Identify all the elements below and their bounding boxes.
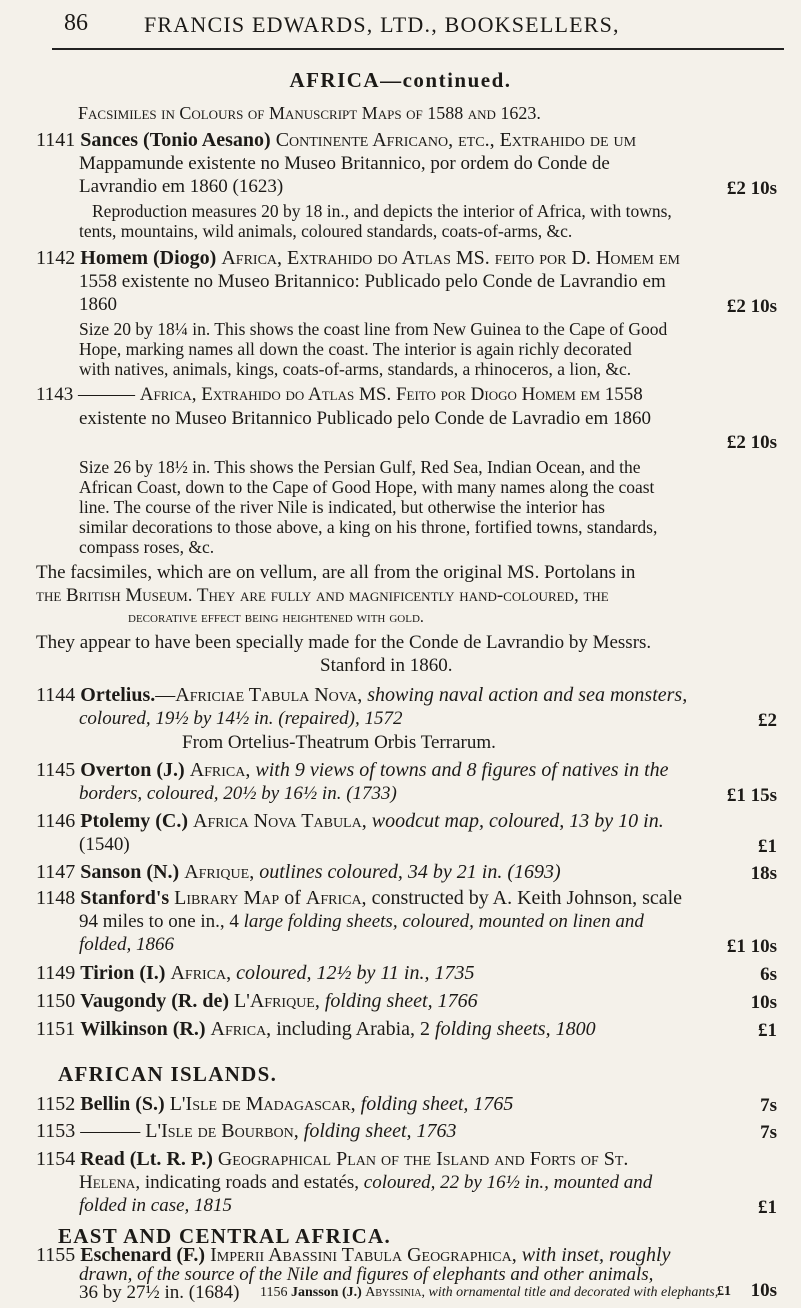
price-1150: 10s (750, 992, 777, 1013)
entry-number: 1147 (36, 861, 76, 883)
header-rule (52, 48, 784, 50)
entry-number: 1155 (36, 1244, 76, 1266)
entry-title: —Africiae Tabula Nova, (155, 684, 363, 706)
entry-desc: with ornamental title and decorated with elephants, (428, 1285, 719, 1300)
entry-title: Geographical Plan of the Island and Forts of St. (217, 1148, 629, 1170)
entry-author: Wilkinson (R.) (80, 1018, 206, 1040)
entry-title: Abyssinia, (365, 1285, 426, 1300)
entry-desc: indicating roads and estatés, (144, 1172, 360, 1193)
price-1147: 18s (750, 863, 777, 884)
facsimile-note-line4: They appear to have been specially made for the Conde de Lavrandio by Messrs. (36, 632, 652, 653)
entry-1152 (36, 1095, 513, 1113)
facsimile-note-line2: the British Museum. They are fully and magnificently hand-coloured, the (36, 585, 609, 606)
entry-number: 1144 (36, 684, 76, 706)
entry-1150 (36, 992, 478, 1010)
entry-author: Eschenard (F.) (80, 1244, 206, 1266)
entry-1145 (36, 761, 669, 779)
entry-title: Imperii Abassini Tabula Geographica, (210, 1244, 517, 1266)
entry-1141-line2: Mappamunde existente no Museo Britannico, por ordem do Conde de (79, 153, 610, 174)
entry-desc: with 9 views of towns and 8 figures of natives in the (255, 759, 669, 781)
price-1146: £1 (758, 836, 777, 857)
entry-number: 1142 (36, 247, 76, 269)
entry-title: Africa, Extrahido do Atlas MS. Feito por Diogo Homem em 1558 (139, 384, 643, 405)
price-1152: 7s (760, 1095, 777, 1116)
entry-author: Overton (J.) (80, 759, 185, 781)
entry-author: Sanson (N.) (80, 861, 180, 883)
entry-desc: coloured, 12½ by 11 in., 1735 (236, 962, 475, 984)
entry-of: of (284, 887, 301, 909)
entry-desc: constructed by A. Keith Johnson, scale (371, 887, 683, 909)
entry-author: Vaugondy (R. de) (80, 990, 230, 1012)
entry-author: Tirion (I.) (80, 962, 166, 984)
entry-desc-2: coloured, 22 by 16½ in., mounted and (363, 1172, 653, 1193)
entry-1144-line3: From Ortelius-Theatrum Orbis Terrarum. (182, 732, 496, 753)
entry-author: Stanford's (80, 887, 170, 909)
entry-title: Continente Africano, etc., Extrahido de um (275, 129, 637, 151)
entry-desc: folding sheet, 1763 (303, 1120, 457, 1142)
entry-author: Read (Lt. R. P.) (80, 1148, 213, 1170)
entry-number: 1156 (260, 1285, 288, 1300)
entry-author: Ortelius. (80, 684, 156, 706)
entry-number: 1153 (36, 1120, 76, 1142)
price-1148: £1 10s (726, 936, 777, 957)
entry-1142-line2: 1558 existente no Museo Britannico: Publicado pelo Conde de Lavrandio em (79, 271, 666, 292)
entry-number: 1146 (36, 810, 76, 832)
entry-1142 (36, 249, 680, 267)
entry-desc: folding sheet, 1765 (360, 1093, 514, 1115)
entry-number: 1141 (36, 129, 76, 151)
entry-author: Jansson (J.) (290, 1285, 362, 1300)
entry-title: L'Isle de Madagascar, (169, 1093, 356, 1115)
entry-1141 (36, 131, 636, 149)
entry-desc: folding sheet, 1766 (324, 990, 478, 1012)
note-1143-line1: Size 26 by 18½ in. This shows the Persian Gulf, Red Sea, Indian Ocean, and the (79, 457, 641, 477)
section-heading-islands: AFRICAN ISLANDS. (58, 1062, 278, 1086)
entry-number: 1145 (36, 759, 76, 781)
note-1141-line2: tents, mountains, wild animals, coloured standards, coats-of-arms, &c. (79, 221, 573, 241)
entry-author: Homem (Diogo) (80, 247, 217, 269)
entry-1143-line2: existente no Museo Britannico Publicado pelo Conde de Lavradio em 1860 (79, 408, 651, 429)
price-1154: £1 (758, 1197, 777, 1218)
entry-title: Africa, (189, 759, 251, 781)
running-head: FRANCIS EDWARDS, LTD., BOOKSELLERS, (144, 12, 620, 37)
entry-author: Ptolemy (C.) (80, 810, 188, 832)
entry-title: Africa, (170, 962, 232, 984)
entry-1141-line3: Lavrandio em 1860 (1623) (79, 176, 284, 197)
entry-1154-line3: folded in case, 1815 (79, 1195, 233, 1216)
price-1149: 6s (760, 964, 777, 985)
entry-desc: including Arabia, 2 (276, 1018, 431, 1040)
section-heading-east: EAST AND CENTRAL AFRICA. (58, 1224, 392, 1248)
page-number: 86 (64, 10, 88, 36)
price-1144: £2 (758, 710, 777, 731)
facsimile-note-line1: The facsimiles, which are on vellum, are all from the original MS. Portolans in (36, 562, 636, 583)
price-1156: £1 (717, 1284, 731, 1299)
entry-1142-line3: 1860 (79, 294, 117, 315)
entry-title: L'Isle de Bourbon, (145, 1120, 299, 1142)
entry-1143 (36, 386, 643, 404)
entry-desc: showing naval action and sea monsters, (367, 684, 688, 706)
price-1141: £2 10s (726, 178, 777, 199)
entry-1146-line2: (1540) (79, 834, 130, 855)
entry-1148 (36, 889, 682, 907)
price-1151: £1 (758, 1020, 777, 1041)
entry-1156 (260, 1284, 718, 1302)
entry-title: L'Afrique, (234, 990, 320, 1012)
price-1153: 7s (760, 1122, 777, 1143)
entry-1154 (36, 1150, 628, 1168)
note-1142-line2: Hope, marking names all down the coast. The interior is again richly decorated (79, 339, 632, 359)
price-1142: £2 10s (726, 296, 777, 317)
page-header (64, 10, 764, 44)
price-1145: £1 15s (726, 785, 777, 806)
ditto-dash: ——— (80, 1120, 141, 1142)
entry-1155-line2: drawn, of the source of the Nile and figures of elephants and other animals, (79, 1264, 654, 1285)
entry-title-2: Helena, (79, 1172, 141, 1193)
price-1155: 10s (750, 1280, 777, 1301)
entry-desc: woodcut map, coloured, 13 by 10 in. (371, 810, 664, 832)
entry-1155-line3: 36 by 27½ in. (1684) (79, 1282, 240, 1303)
entry-1155 (36, 1246, 670, 1264)
entry-number: 1151 (36, 1018, 76, 1040)
entry-title: Afrique, (184, 861, 255, 883)
entry-number: 1149 (36, 962, 76, 984)
note-1141-line1: Reproduction measures 20 by 18 in., and depicts the interior of Africa, with towns, (92, 201, 672, 221)
facsimiles-heading: Facsimiles in Colours of Manuscript Maps of 1588 and 1623. (78, 103, 541, 123)
entry-1148-line3: folded, 1866 (79, 934, 174, 955)
entry-title: Library Map (174, 887, 280, 909)
entry-title: Africa Nova Tabula, (193, 810, 367, 832)
entry-1154-line2 (79, 1174, 652, 1192)
entry-desc-2: folding sheets, 1800 (435, 1018, 596, 1040)
entry-desc-2: large folding sheets, coloured, mounted on linen and (243, 911, 644, 932)
entry-title: Africa, (210, 1018, 272, 1040)
entry-desc: outlines coloured, 34 by 21 in. (1693) (259, 861, 561, 883)
entry-1149 (36, 964, 474, 982)
entry-author: Bellin (S.) (80, 1093, 165, 1115)
entry-title-2: Africa, (305, 887, 367, 909)
entry-1144 (36, 686, 687, 704)
price-1143: £2 10s (726, 432, 777, 453)
entry-desc: with inset, roughly (521, 1244, 671, 1266)
note-1143-line4: similar decorations to those above, a king on his throne, fortified towns, standards, (79, 517, 658, 537)
section-title: AFRICA—continued. (289, 68, 512, 92)
note-1143-line2: African Coast, down to the Cape of Good Hope, with many names along the coast (79, 477, 655, 497)
note-1143-line5: compass roses, &c. (79, 537, 215, 557)
entry-1145-line2: borders, coloured, 20½ by 16½ in. (1733) (79, 783, 397, 804)
entry-1144-line2: coloured, 19½ by 14½ in. (repaired), 1572 (79, 708, 403, 729)
entry-1153 (36, 1122, 457, 1140)
note-1142-line3: with natives, animals, kings, coats-of-arms, standards, a rhinoceros, a lion, &c. (79, 359, 632, 379)
entry-1147 (36, 863, 561, 881)
note-1143-line3: line. The course of the river Nile is indicated, but otherwise the interior has (79, 497, 605, 517)
note-1142-line1: Size 20 by 18¼ in. This shows the coast line from New Guinea to the Cape of Good (79, 319, 668, 339)
entry-scale: 94 miles to one in., 4 (79, 911, 239, 932)
entry-number: 1152 (36, 1093, 76, 1115)
entry-number: 1150 (36, 990, 76, 1012)
entry-number: 1154 (36, 1148, 76, 1170)
facsimile-note-line3: decorative effect being heightened with gold. (128, 609, 424, 626)
entry-author: Sances (Tonio Aesano) (80, 129, 271, 151)
entry-1151 (36, 1020, 596, 1038)
facsimile-note-line5: Stanford in 1860. (320, 655, 453, 676)
ditto-dash: ——— (78, 384, 136, 405)
entry-number: 1148 (36, 887, 76, 909)
entry-number: 1143 (36, 384, 74, 405)
entry-1146 (36, 812, 664, 830)
entry-title: Africa, Extrahido do Atlas MS. feito por D. Homem em (221, 247, 680, 269)
entry-1148-line2 (79, 913, 644, 931)
